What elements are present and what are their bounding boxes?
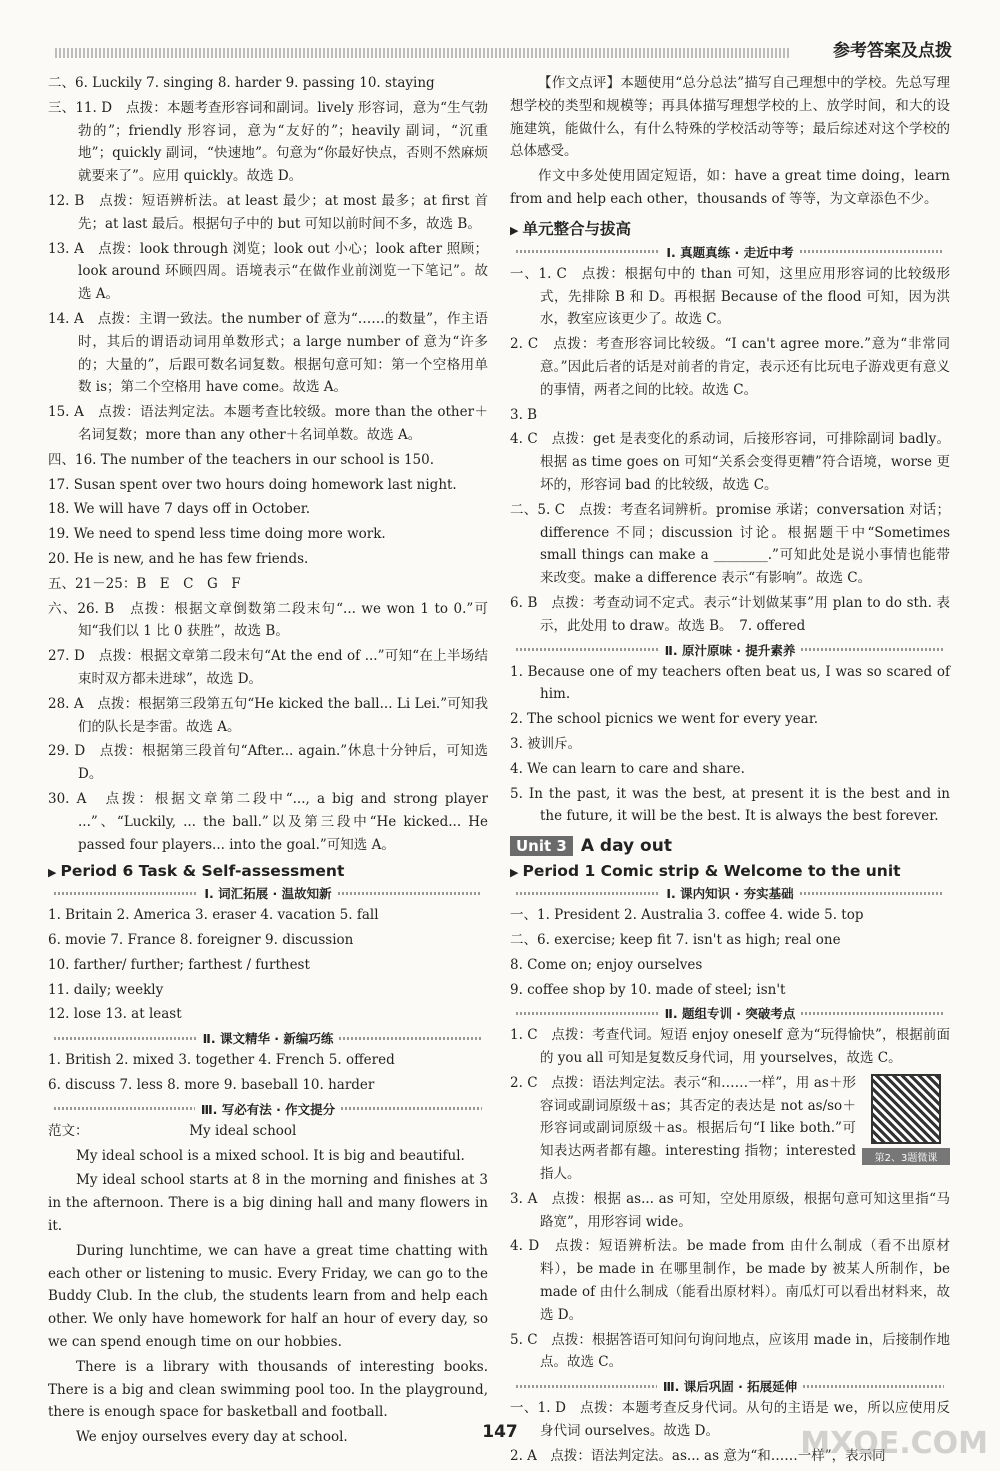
unit-heading	[510, 836, 950, 856]
watermark: MXQE.COM	[800, 1426, 988, 1461]
left-column	[48, 72, 488, 1451]
answer-line: 20. He is new, and he has few friends.	[48, 550, 309, 567]
essay-label: 范文：	[48, 1122, 89, 1139]
answer-line: 1. British 2. mixed 3. together 4. French 5. offered	[48, 1052, 395, 1069]
answer-line: 30. A 点拨：根据文章第二段中“..., a big and strong player ...”、“Luckily, ... the ball.”以及第三段中“He kicked... He passed four players... into the goal.”可知选 A。	[48, 790, 488, 853]
unit-title: A day out	[580, 836, 672, 857]
answer-line: 5. In the past, it was the best, at present it is the best and in the future, it will be the best. It is always the best forever.	[510, 785, 950, 825]
vocab-line: 10. farther/ further; farthest / furthest	[48, 956, 310, 973]
answer-line: 二、6. exercise; keep fit 7. isn't as high; real one	[510, 931, 841, 948]
answer-line: 18. We will have 7 days off in October.	[48, 501, 311, 518]
answer-line: 3. B	[510, 406, 538, 423]
answer-line: 一、1. President 2. Australia 3. coffee 4. wide 5. top	[510, 907, 864, 924]
header-rule	[55, 48, 790, 58]
essay-paragraph: We enjoy ourselves every day at school.	[76, 1429, 348, 1446]
answer-line: 5. C 点拨：根据答语可知问句询问地点，应该用 made in，后接制作地点。故选 C。	[510, 1331, 950, 1371]
answer-line: 2. A 点拨：语法判定法。as... as 意为“和……一样”，表示同	[510, 1447, 886, 1464]
essay-paragraph: During lunchtime, we can have a great time chatting with each other or listening to music. Every Friday, we can go to the Buddy Club. In the club, the students learn from and help each other. We only have homework for half an hour of every day, so we can spend enough time on our hobbies.	[48, 1242, 488, 1351]
answer-line: 三、11. D 点拨：本题考查形容词和副词。lively 形容词，意为“生气勃勃的”；friendly 形容词，意为“友好的”；heavily 副词，“沉重地”；quickly 副词，“快速地”。句意为“你最好快点，否则不然麻烦就要来了”。应用 quickly。故选 D。	[48, 99, 488, 185]
subsection-heading: Ⅱ. 题组专训 · 突破考点	[510, 1004, 950, 1022]
answer-line: 1. Because one of my teachers often beat us, I was so scared of him.	[510, 663, 950, 703]
right-column	[510, 72, 950, 1470]
section-heading: ▶ Period 1 Comic strip & Welcome to the unit	[510, 862, 950, 880]
answer-line: 2. C 点拨：考查形容词比较级。“I can't agree more.”意为“非常同意。”因此后者的话是对前者的肯定，表示还有比玩电子游戏更有意义的事情，两者之间的比较。故选 C。	[510, 336, 950, 398]
answer-line: 2. The school picnics we went for every year.	[510, 711, 819, 728]
essay-paragraph: My ideal school starts at 8 in the morning and finishes at 3 in the afternoon. There is a big dining hall and many flowers in it.	[48, 1172, 488, 1235]
subsection-heading: Ⅲ. 写必有法 · 作文提分	[48, 1100, 488, 1118]
answer-line: 3. 被训斥。	[510, 735, 582, 752]
page-number: 147	[482, 1422, 518, 1442]
page-header: 参考答案及点拨	[833, 41, 952, 61]
subsection-heading: Ⅲ. 课后巩固 · 拓展延伸	[510, 1377, 950, 1395]
comment-paragraph: 作文中多处使用固定短语，如：have a great time doing，learn from and help each other，thousands of 等等，为文章添色不少。	[510, 168, 950, 207]
vocab-line: 1. Britain 2. America 3. eraser 4. vacation 5. fall	[48, 907, 379, 924]
vocab-line: 12. lose 13. at least	[48, 1006, 182, 1023]
qr-code-image	[871, 1074, 941, 1144]
answer-line: 13. A 点拨：look through 浏览；look out 小心；look after 照顾；look around 环顾四周。语境表示“在做作业前浏览一下笔记”。故选 A。	[48, 240, 488, 303]
answer-line: 6. discuss 7. less 8. more 9. baseball 10. harder	[48, 1077, 375, 1094]
answer-line: 8. Come on; enjoy ourselves	[510, 956, 703, 973]
answer-line: 14. A 点拨：主谓一致法。the number of 意为“……的数量”，作主语时，其后的谓语动词用单数形式；a large number of 意为“许多的；大量的”，后跟可数名词复数。根据句意可知：第一个空格用单数 is；第二个空格用 have come。故选 A。	[48, 310, 488, 396]
answer-line: 15. A 点拨：语法判定法。本题考查比较级。more than the other＋名词复数；more than any other＋名词单数。故选 A。	[48, 404, 488, 443]
qr-caption: 第2、3题微课	[862, 1148, 950, 1165]
answer-line: 19. We need to spend less time doing more work.	[48, 526, 386, 543]
section-heading: ▶ 单元整合与拔高	[510, 217, 950, 239]
answer-line: 4. C 点拨：get 是表变化的系动词，后接形容词，可排除副词 badly。根据 as time goes on 可知“关系会变得更糟”符合语境，worse 更坏的，形容词 bad 的比较级，故选 C。	[510, 431, 950, 493]
answer-line: 二、5. C 点拨：考查名词辨析。promise 承诺；conversation 对话；difference 不同；discussion 讨论。根据题干中“Sometimes small things can make a ________.”可知此处是说小事情也能带来改变。make a difference 表示“有影响”。故选 C。	[510, 501, 950, 587]
answer-line: 17. Susan spent over two hours doing homework last night.	[48, 476, 457, 493]
subsection-heading: Ⅰ. 真题真练 · 走近中考	[510, 243, 950, 261]
subsection-heading: Ⅰ. 词汇拓展 · 温故知新	[48, 884, 488, 902]
vocab-line: 6. movie 7. France 8. foreigner 9. discussion	[48, 932, 354, 949]
answer-line: 二、6. Luckily 7. singing 8. harder 9. passing 10. staying	[48, 75, 435, 91]
answer-line: 4. D 点拨：短语辨析法。be made from 由什么制成（看不出原材料），be made in 在哪里制作，be made by 被某人所制作，be made of 由什么制成（能看出原材料）。南瓜灯可以看出材料来，故选 D。	[510, 1238, 950, 1323]
subsection-heading: Ⅱ. 课文精华 · 新编巧练	[48, 1029, 488, 1047]
unit-tag: Unit 3	[510, 836, 573, 856]
answer-line: 2. C 点拨：语法判定法。表示“和……一样”，用 as＋形容词或副词原级＋as；其否定的表达是 not as/so＋形容词或副词原级＋as。根据后句“I like both.”可知表达两者都有趣。interesting 指物；interested 指人。	[510, 1074, 856, 1183]
essay-heading	[48, 1120, 488, 1143]
answer-line: 6. B 点拨：考查动词不定式。表示“计划做某事”用 plan to do sth. 表示，此处用 to draw。故选 B。 7. offered	[510, 594, 950, 634]
answer-line: 4. We can learn to care and share.	[510, 760, 745, 777]
answer-line: 五、21－25：B E C G F	[48, 575, 241, 592]
answer-line: 28. A 点拨：根据第三段第五句“He kicked the ball... Li Lei.”可知我们的队长是李雷。故选 A。	[48, 695, 488, 735]
answer-line: 3. A 点拨：根据 as... as 可知，空处用原级，根据句意可知这里指“马路宽”，用形容词 wide。	[510, 1190, 950, 1230]
answer-line: 29. D 点拨：根据第三段首句“After... again.”休息十分钟后，可知选 D。	[48, 743, 488, 783]
answer-line: 9. coffee shop by 10. made of steel; isn't	[510, 981, 786, 998]
answer-line: 一、1. D 点拨：本题考查反身代词。从句的主语是 we，所以应使用反身代词 ourselves。故选 D。	[510, 1400, 950, 1440]
answer-line: 四、16. The number of the teachers in our school is 150.	[48, 451, 435, 468]
answer-line: 27. D 点拨：根据文章第二段末句“At the end of ...”可知“在上半场结束时双方都未进球”，故选 D。	[48, 648, 488, 687]
essay-paragraph: There is a library with thousands of interesting books. There is a big and clean swimming pool too. In the playground, there is enough space for basketball and football.	[48, 1358, 488, 1421]
qr-code[interactable]	[862, 1074, 950, 1178]
subsection-heading: Ⅰ. 课内知识 · 夯实基础	[510, 884, 950, 902]
comment-paragraph: 【作文点评】本题使用“总分总法”描写自己理想中的学校。先总写理想学校的类型和规模等；再具体描写理想学校的上、放学时间，和大的设施建筑，能做什么，有什么特殊的学校活动等等；最后综述对这个学校的总体感受。	[510, 75, 950, 160]
answer-line: 六、26. B 点拨：根据文章倒数第二段末句“... we won 1 to 0.”可知“我们以 1 比 0 获胜”，故选 B。	[48, 600, 488, 640]
answer-line: 一、1. C 点拨：根据句中的 than 可知，这里应用形容词的比较级形式，先排除 B 和 D。再根据 Because of the flood 可知，因为洪水，教室应该更少了。故选 C。	[510, 265, 950, 328]
answer-line: 12. B 点拨：短语辨析法。at least 最少；at most 最多；at first 首先；at last 最后。根据句子中的 but 可知以前时间不多，故选 B。	[48, 192, 488, 232]
essay-paragraph: My ideal school is a mixed school. It is big and beautiful.	[76, 1147, 465, 1164]
subsection-heading: Ⅱ. 原汁原味 · 提升素养	[510, 641, 950, 659]
essay-title: My ideal school	[189, 1122, 297, 1139]
section-heading: ▶ Period 6 Task & Self-assessment	[48, 862, 488, 880]
answer-line: 1. C 点拨：考查代词。短语 enjoy oneself 意为“玩得愉快”，根据前面的 you all 可知是复数反身代词，用 yourselves，故选 C。	[510, 1027, 950, 1067]
vocab-line: 11. daily; weekly	[48, 981, 164, 998]
